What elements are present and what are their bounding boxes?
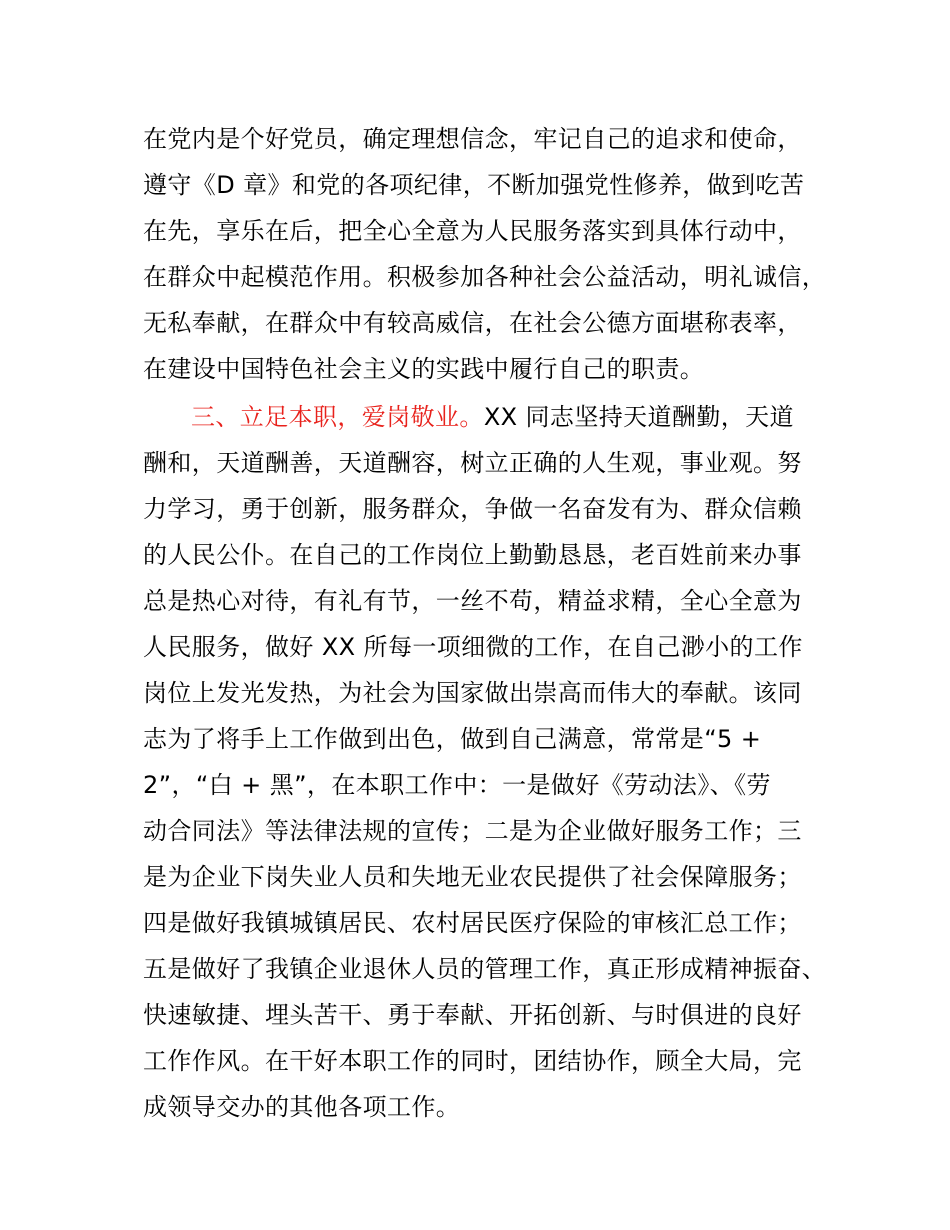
paragraph-line: 2”，“白 + 黑”，在本职工作中：一是做好《劳动法》、《劳 <box>143 771 771 799</box>
paragraph-line: 快速敏捷、埋头苦干、勇于奉献、开拓创新、与时俱进的良好 <box>143 1001 802 1029</box>
paragraph-line: 人民服务，做好 XX 所每一项细微的工作，在自己渺小的工作 <box>143 633 803 661</box>
paragraph-line: 遵守《D 章》和党的各项纪律，不断加强党性修养，做到吃苦 <box>143 171 805 199</box>
section-heading: 三、立足本职，爱岗敬业。 <box>191 403 484 431</box>
paragraph-line: 是为企业下岗失业人员和失地无业农民提供了社会保障服务； <box>143 863 802 891</box>
paragraph-line: 志为了将手上工作做到出色，做到自己满意，常常是“5 + <box>143 725 762 753</box>
paragraph-first-line <box>191 402 794 432</box>
paragraph-line: 酬和，天道酬善，天道酬容，树立正确的人生观，事业观。努 <box>143 449 802 477</box>
paragraph-line: 在党内是个好党员，确定理想信念，牢记自己的追求和使命， <box>143 125 802 153</box>
paragraph-line: 在先，享乐在后，把全心全意为人民服务落实到具体行动中， <box>143 217 802 245</box>
paragraph-line: 力学习，勇于创新，服务群众，争做一名奋发有为、群众信赖 <box>143 495 802 523</box>
paragraph-line: 的人民公仆。在自己的工作岗位上勤勤恳恳，老百姓前来办事 <box>143 541 802 569</box>
paragraph-line: 在群众中起模范作用。积极参加各种社会公益活动，明礼诚信， <box>143 263 827 291</box>
paragraph-line: 工作作风。在干好本职工作的同时，团结协作，顾全大局，完 <box>143 1047 802 1075</box>
paragraph-line-rest: XX 同志坚持天道酬勤，天道 <box>483 403 794 431</box>
paragraph-line: 动合同法》等法律法规的宣传；二是为企业做好服务工作；三 <box>143 817 802 845</box>
paragraph-line: 在建设中国特色社会主义的实践中履行自己的职责。 <box>143 355 705 383</box>
paragraph-line: 岗位上发光发热，为社会为国家做出崇高而伟大的奉献。该同 <box>143 679 802 707</box>
paragraph-line: 五是做好了我镇企业退休人员的管理工作，真正形成精神振奋、 <box>143 955 827 983</box>
paragraph-line: 成领导交办的其他各项工作。 <box>143 1093 461 1121</box>
paragraph-line: 无私奉献，在群众中有较高威信，在社会公德方面堪称表率， <box>143 309 802 337</box>
paragraph-line: 总是热心对待，有礼有节，一丝不苟，精益求精，全心全意为 <box>143 587 802 615</box>
paragraph-line: 四是做好我镇城镇居民、农村居民医疗保险的审核汇总工作； <box>143 909 802 937</box>
